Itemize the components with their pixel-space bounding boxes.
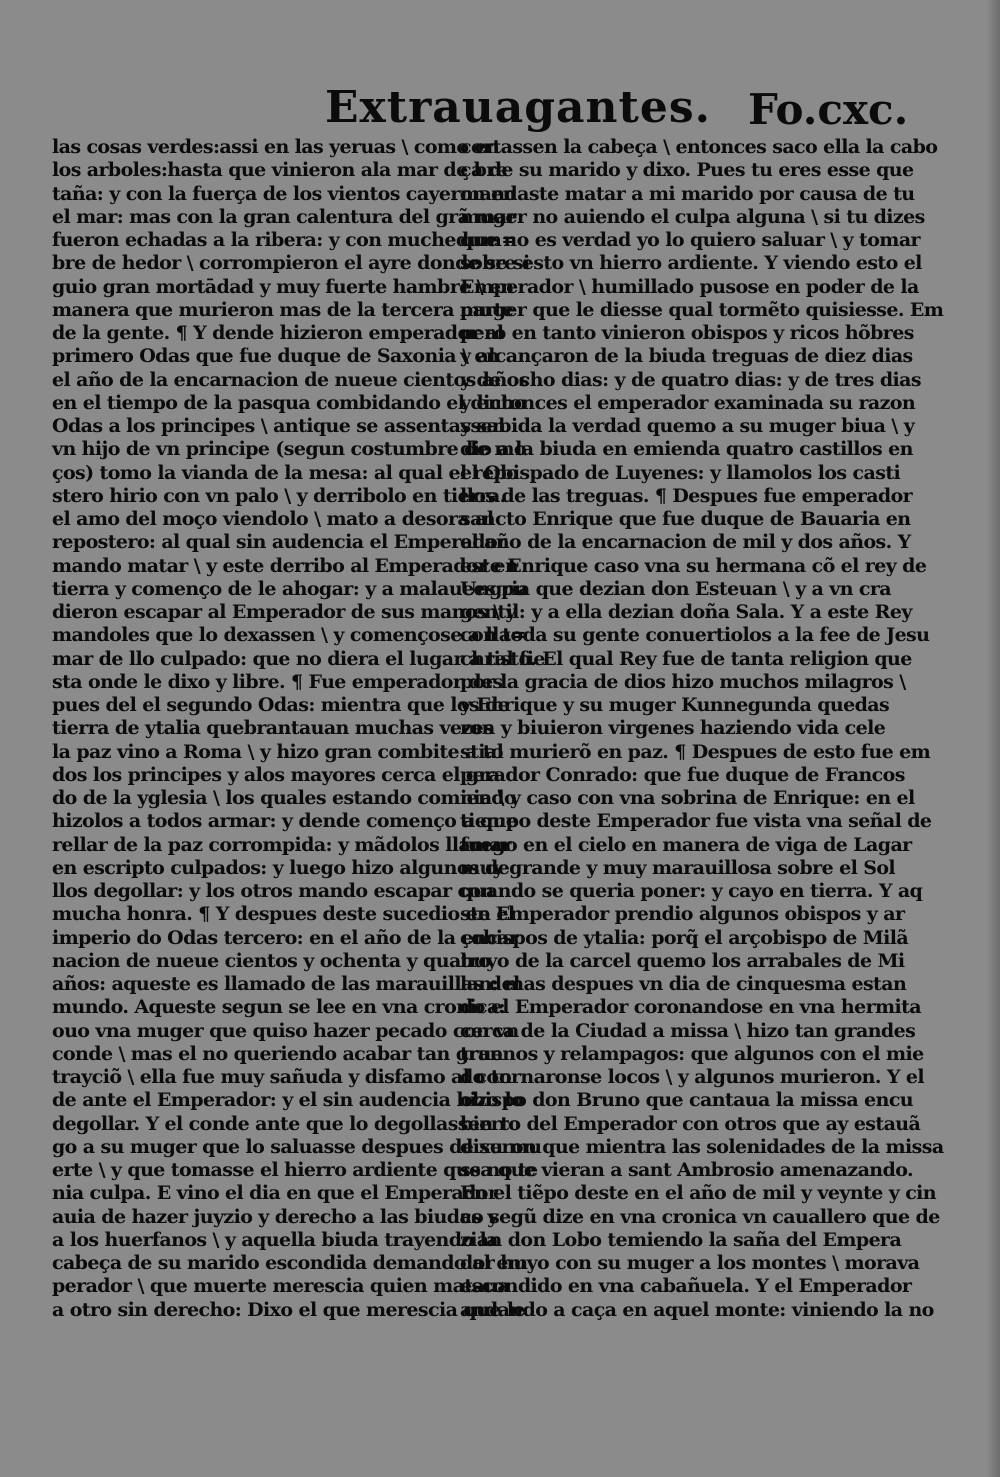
text-line: a los huerfanos \ y aquella biuda trayendo la <box>52 1228 498 1251</box>
text-line: muy grande y muy marauillosa sobre el Sol <box>460 856 896 879</box>
text-line: Odas a los principes \ antique se assentassen <box>52 415 506 437</box>
text-line: guio gran mortādad y muy fuerte hambre \ en <box>52 275 514 298</box>
text-line: mandaste matar a mi marido por causa de tu <box>460 182 915 205</box>
text-column-left <box>52 136 545 1322</box>
text-line: primero Odas que fue duque de Saxonia \ en <box>52 345 500 368</box>
text-line: mando matar \ y este derribo al Emperador en <box>52 554 519 577</box>
text-line: imperio do Odas tercero: en el año de la encar <box>52 926 519 949</box>
text-line: dixeron que mientra las solenidades de la missa <box>460 1135 944 1158</box>
text-line: con toda su gente conuertiolos a la fee de Jesu <box>460 624 930 647</box>
text-line: zian don Lobo temiendo la saña del Empera <box>460 1228 902 1251</box>
text-line: a otro sin derecho: Dixo el que merescia que le <box>52 1298 525 1321</box>
text-line: truenos y relampagos: que algunos con el mie <box>460 1042 924 1065</box>
text-line: sancto Enrique que fue duque de Bauaria en <box>460 508 911 530</box>
text-line: quando se queria poner: y cayo en tierra. Y aq <box>460 880 923 902</box>
text-line: En el tiẽpo deste en el año de mil y veynte y cin <box>460 1182 937 1205</box>
text-line: en el tiempo de la pasqua combidando el dicho <box>52 391 526 414</box>
text-line: ços) tomo la vianda de la mesa: al qual el repo <box>52 461 519 484</box>
text-line: el amo del moço viendolo \ mato a desora al <box>52 508 494 530</box>
text-line: y alcançaron de la biuda treguas de diez dias <box>460 345 913 368</box>
text-line: lan: mas despues vn dia de cinquesma estan <box>460 973 907 995</box>
text-line: fueron echadas a la ribera: y con muchedum= <box>52 229 517 251</box>
text-line: tierra y començo de le ahogar: y a malauees pu <box>52 577 528 600</box>
text-line: tierra de ytalia quebrantauan muchas vezes <box>52 717 494 740</box>
text-line: huyo de la carcel quemo los arrabales de Mi <box>460 949 905 972</box>
text-line: christo. El qual Rey fue de tanta religion que <box>460 647 912 670</box>
text-line: este Enrique caso vna su hermana cõ el rey de <box>460 554 927 577</box>
text-line: dor huyo con su muger a los montes \ morava <box>460 1252 920 1274</box>
text-line: degollar. Y el conde ante que lo degollassen ro <box>52 1112 521 1135</box>
text-line: dieron escapar al Emperador de sus manos \ y <box>52 601 516 623</box>
text-line: fuego en el cielo en manera de viga de Lagar <box>460 833 912 856</box>
text-line: muger que le diesse qual tormẽto quisiesse. Em <box>460 298 944 321</box>
running-title: Extrauagantes. <box>325 82 711 133</box>
text-line: de ante el Emperador: y el sin audencia hizo lo <box>52 1089 524 1112</box>
text-line: cortassen la cabeça \ entonces saco ella la cabo <box>460 136 938 158</box>
page-edge <box>986 0 1000 1477</box>
text-line: dio a la biuda en emienda quatro castillos en <box>460 438 913 461</box>
text-line: la paz vino a Roma \ y hizo gran combite a to <box>52 740 503 763</box>
text-line: años: aqueste es llamado de las marauillas del <box>52 973 520 995</box>
text-line: vn hijo de vn principe (segun costumbre de mo <box>52 438 526 461</box>
text-line: llos de las treguas. ¶ Despues fue emperador <box>460 484 913 507</box>
text-line: muger no auiendo el culpa alguna \ si tu dizes <box>460 205 925 228</box>
text-line: escondido en vna cabañuela. Y el Emperador <box>460 1275 912 1298</box>
text-line: do de la yglesia \ los quales estando comiendo <box>52 787 517 809</box>
text-line: y entonces el emperador examinada su razon <box>460 391 916 414</box>
text-line: en escripto culpados: y luego hizo algunos de <box>52 856 510 879</box>
text-line: por la gracia de dios hizo muchos milagros \ <box>460 670 906 693</box>
text-line: Ungria que dezian don Esteuan \ y a vn cra <box>460 577 892 600</box>
text-line: ssa que vieran a sant Ambrosio amenazando. <box>460 1159 913 1181</box>
text-line: y Enrique y su muger Kunnegunda quedas <box>460 694 890 716</box>
text-line: ron y biuieron virgenes haziendo vida cele <box>460 717 886 740</box>
text-line: erte \ y que tomasse el hierro ardiente que no te <box>52 1159 538 1181</box>
text-line: los arboles:hasta que vinieron ala mar de bre <box>52 159 508 182</box>
text-line: mar de llo culpado: que no diera el lugar a tal fie <box>52 647 545 670</box>
text-line: que no es verdad yo lo quiero saluar \ y tomar <box>460 229 920 251</box>
text-line: nia culpa. E vino el dia en que el Emperador <box>52 1182 498 1205</box>
text-line: çobispos de ytalia: porq̃ el arçobispo de Milã <box>460 926 909 949</box>
text-line: sta onde le dixo y libre. ¶ Fue emperador des <box>52 670 503 693</box>
text-line: gentil: y a ella dezian doña Sala. Y a este Rey <box>460 601 912 623</box>
text-line: nacion de nueue cientos y ochenta y quatro <box>52 949 491 972</box>
text-line: las cosas verdes:assi en las yeruas \ como en <box>52 136 500 158</box>
text-line: mandoles que lo dexassen \ y començose a lla= <box>52 624 526 647</box>
text-line: repostero: al qual sin audencia el Emperador <box>52 531 507 554</box>
text-line: mundo. Aqueste segun se lee en vna cronica: <box>52 996 506 1019</box>
text-line: ste Emperador prendio algunos obispos y ar <box>460 903 905 926</box>
text-line: obispo don Bruno que cantaua la missa encu <box>460 1089 914 1112</box>
text-line: llos degollar: y los otros mando escapar con <box>52 880 494 902</box>
text-line: go a su muger que lo saluasse despues de su mu <box>52 1135 542 1158</box>
text-line: y sabida la verdad quemo a su muger biua \ y <box>460 415 915 437</box>
text-line: el año de la encarnacion de nueue cientos años <box>52 368 529 391</box>
text-line: auia de hazer juyzio y derecho a las biudas y <box>52 1205 498 1228</box>
text-line: stero hirio con vn palo \ y derribolo en tierra. <box>52 484 506 507</box>
text-column-right <box>460 136 944 1322</box>
text-line: cabeça de su marido escondida demando al em <box>52 1252 528 1274</box>
folio-number: Fo.cxc. <box>748 85 909 134</box>
text-line: stial murierõ en paz. ¶ Despues de esto fue em <box>460 740 931 763</box>
text-line: el mar: mas con la gran calentura del grã mar <box>52 205 516 228</box>
text-line: hizolos a todos armar: y dende començo a que <box>52 810 518 833</box>
text-line: bierto del Emperador con otros que ay estauã <box>460 1112 921 1135</box>
text-line: cerca de la Ciudad a missa \ hizo tan grandes <box>460 1019 916 1042</box>
text-line: mucha honra. ¶ Y despues deste sucedio en el <box>52 903 515 926</box>
text-line: trayciõ \ ella fue muy sañuda y disfamo al con <box>52 1066 512 1088</box>
text-line: andando a caça en aquel monte: viniendo la no <box>460 1298 934 1321</box>
text-line: de la gente. ¶ Y dende hizieron emperador al <box>52 322 504 344</box>
text-line: perador \ que muerte merescia quien mataua <box>52 1275 510 1298</box>
text-line: el Obispado de Luyenes: y llamolos los casti <box>460 461 901 484</box>
text-line: sobre esto vn hierro ardiente. Y viendo esto el <box>460 252 922 275</box>
text-line: bre de hedor \ corrompieron el ayre donde se si <box>52 252 530 275</box>
text-line: ça de su marido y dixo. Pues tu eres esse que <box>460 159 914 182</box>
text-line: do el Emperador coronandose en vna hermita <box>460 996 921 1019</box>
text-line: taña: y con la fuerça de los vientos cayeron en <box>52 182 516 205</box>
text-line: manera que murieron mas de la tercera parte <box>52 298 514 321</box>
text-line: perador Conrado: que fue duque de Francos <box>460 763 905 786</box>
text-line: y de ocho dias: y de quatro dias: y de tres dias <box>460 368 921 391</box>
text-line: tiempo deste Emperador fue vista vna señal de <box>460 810 932 833</box>
text-line: pero en tanto vinieron obispos y ricos hõbres <box>460 322 914 344</box>
text-line: dos los principes y alos mayores cerca el gra <box>52 763 500 786</box>
text-line: rellar de la paz corrompida: y mãdolos llamar <box>52 833 511 856</box>
text-line: do tornaronse locos \ y algunos murieron. Y el <box>460 1066 924 1088</box>
text-line: Emperador \ humillado pusose en poder de la <box>460 275 919 298</box>
text-line: ouo vna muger que quiso hazer pecado con vn <box>52 1019 519 1042</box>
text-line: el año de la encarnacion de mil y dos años. Y <box>460 531 911 554</box>
text-line: conde \ mas el no queriendo acabar tan gran <box>52 1042 503 1065</box>
text-line: co segũ dize en vna cronica vn cauallero que de <box>460 1205 940 1228</box>
text-line: nia \ y caso con vna sobrina de Enrique: en el <box>460 787 915 809</box>
text-line: pues del el segundo Odas: mientra que los de <box>52 694 510 716</box>
